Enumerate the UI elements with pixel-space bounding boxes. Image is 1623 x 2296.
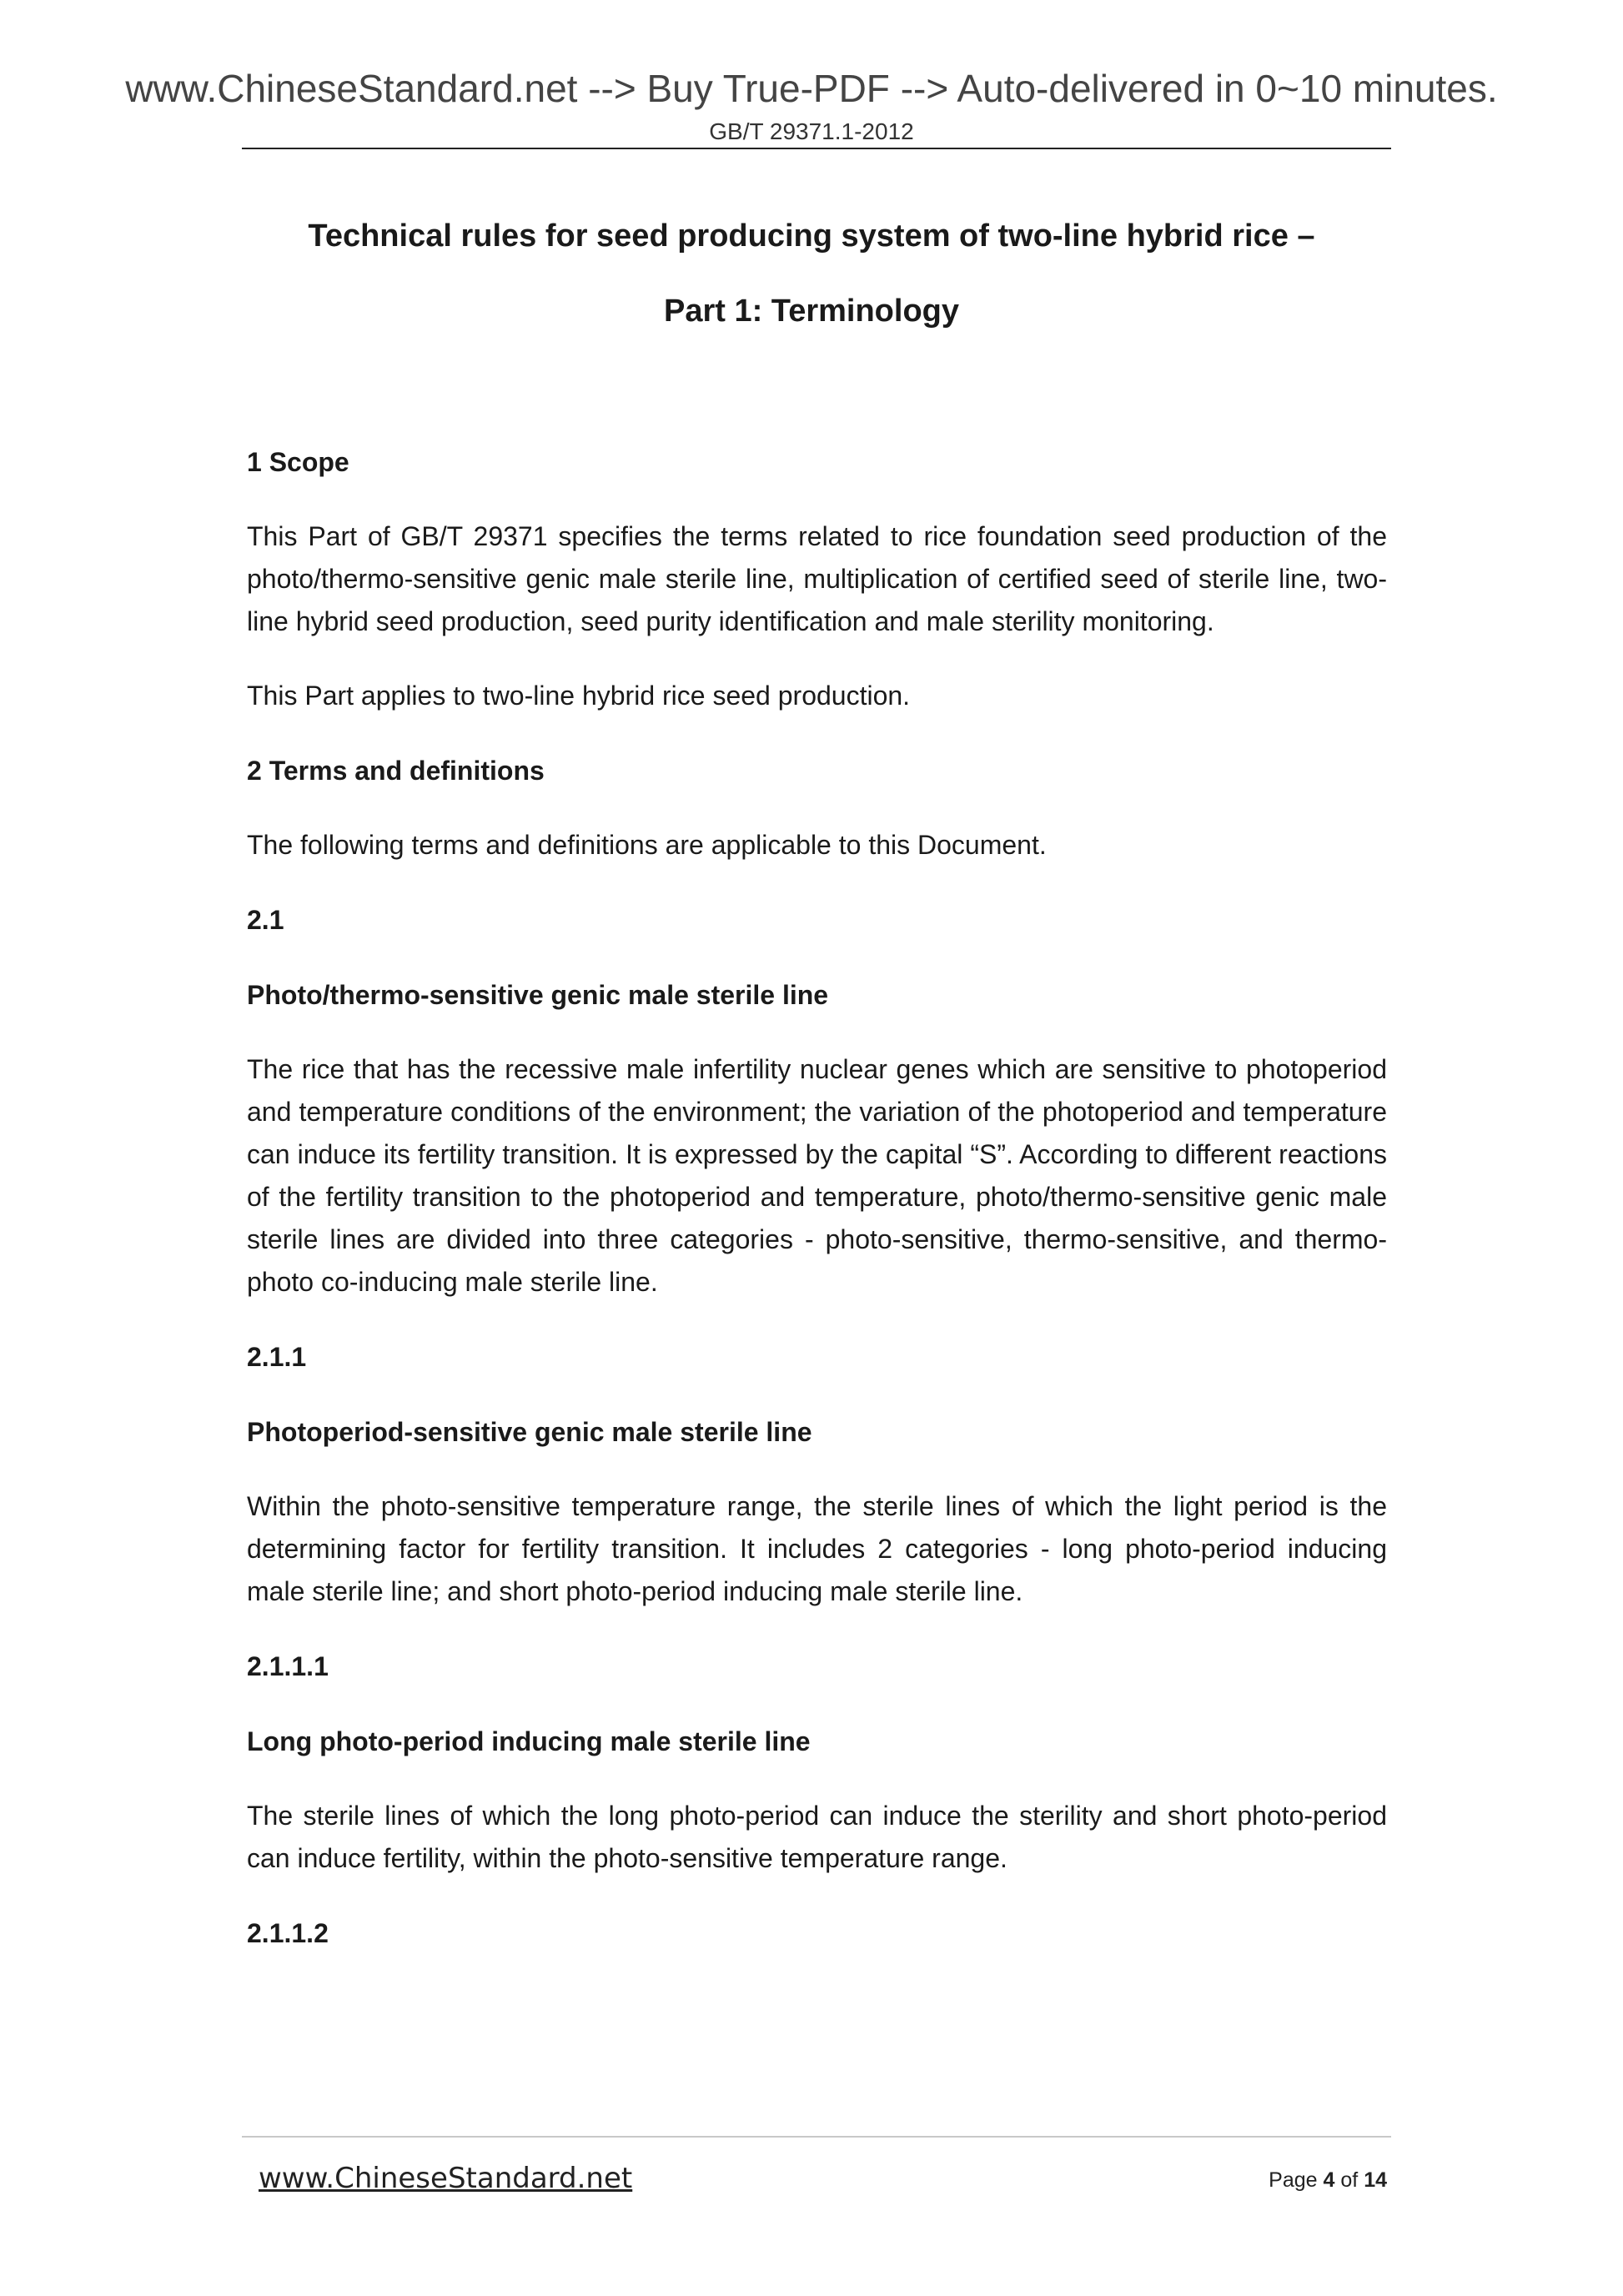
term-number-2-1-1-1: 2.1.1.1	[247, 1651, 329, 1681]
term-title-2-1: Photo/thermo-sensitive genic male sterile line	[247, 980, 829, 1010]
document-body	[247, 440, 1387, 1987]
term-definition-2-1: The rice that has the recessive male infertility nuclear genes which are sensitive to photoperiod and temperature conditions of the environment; the variation of the photoperiod and temperature can induce its fertility transition. It is expressed by the capital “S”. According to different reactions of the fertility transition to the photoperiod and temperature, photo/thermo-sensitive genic male sterile lines are divided into three categories - photo-sensitive, thermo-sensitive, and thermo-photo co-inducing male sterile line.	[247, 1054, 1387, 1297]
scope-applicability-paragraph: This Part applies to two-line hybrid rice seed production.	[247, 681, 911, 711]
document-subtitle: Part 1: Terminology	[663, 294, 960, 329]
term-title-2-1-1: Photoperiod-sensitive genic male sterile line	[247, 1417, 812, 1447]
document-title: Technical rules for seed producing system of two-line hybrid rice –	[308, 219, 1315, 254]
page-label: Page	[1269, 2168, 1318, 2192]
page-of: of	[1340, 2168, 1359, 2192]
page-total: 14	[1364, 2168, 1387, 2192]
term-number-2-1-1-2: 2.1.1.2	[247, 1918, 329, 1948]
page-current: 4	[1323, 2168, 1335, 2192]
term-definition-2-1-1: Within the photo-sensitive temperature range, the sterile lines of which the light period is the determining factor for fertility transition. It includes 2 categories - long photo-period inducing male sterile line; and short photo-period inducing male sterile line.	[247, 1491, 1387, 1606]
term-definition-2-1-1-1: The sterile lines of which the long photo-period can induce the sterility and short photo-period can induce fertility, within the photo-sensitive temperature range.	[247, 1801, 1387, 1873]
scope-paragraph: This Part of GB/T 29371 specifies the terms related to rice foundation seed production of the photo/thermo-sensitive genic male sterile line, multiplication of certified seed of sterile line, two-line hybrid seed production, seed purity identification and male sterility monitoring.	[247, 521, 1387, 636]
source-banner: www.ChineseStandard.net --> Buy True-PDF --> Auto-delivered in 0~10 minutes.	[125, 67, 1498, 110]
section-heading-scope: 1 Scope	[247, 447, 349, 477]
document-id: GB/T 29371.1-2012	[709, 118, 914, 144]
footer-divider	[242, 2136, 1391, 2138]
term-number-2-1: 2.1	[247, 905, 284, 935]
footer-website-link[interactable]: www.ChineseStandard.net	[259, 2162, 633, 2195]
section-heading-terms: 2 Terms and definitions	[247, 756, 545, 786]
term-number-2-1-1: 2.1.1	[247, 1342, 307, 1372]
page-number	[1269, 2165, 1387, 2195]
header-divider	[242, 148, 1391, 149]
terms-intro-paragraph: The following terms and definitions are applicable to this Document.	[247, 830, 1047, 860]
term-title-2-1-1-1: Long photo-period inducing male sterile line	[247, 1726, 811, 1756]
